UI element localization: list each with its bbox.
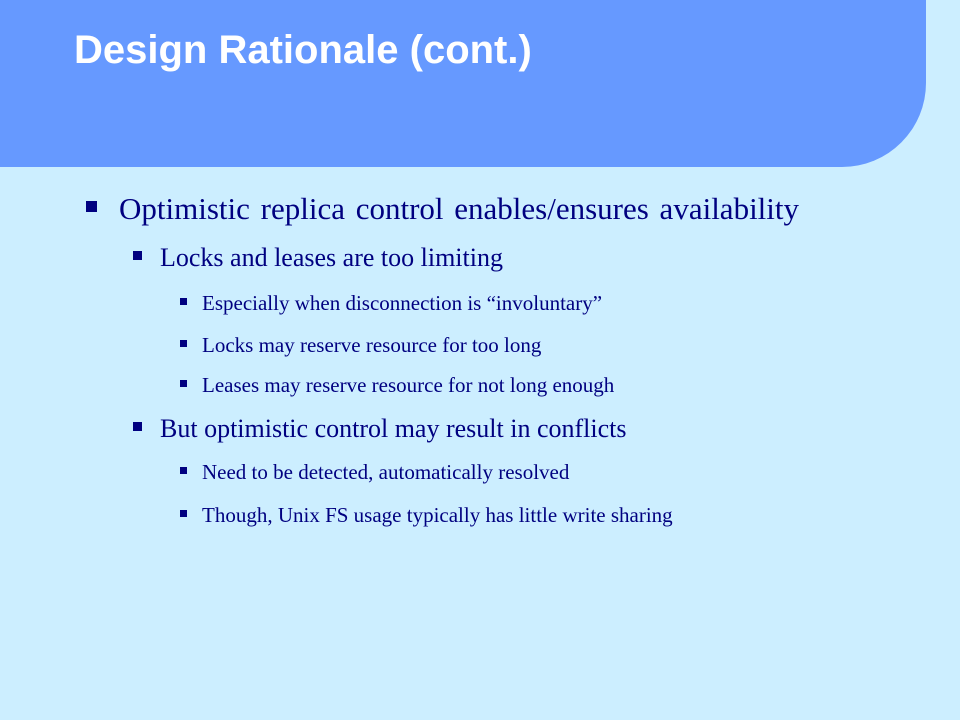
square-bullet-icon <box>180 340 187 347</box>
bullet-text: Optimistic replica control enables/ensures availability <box>119 191 800 226</box>
square-bullet-icon <box>180 467 187 474</box>
square-bullet-icon <box>180 510 187 517</box>
square-bullet-icon <box>86 201 97 212</box>
slide-title: Design Rationale (cont.) <box>74 28 532 72</box>
bullet-item <box>133 412 627 446</box>
bullet-item <box>180 501 673 529</box>
bullet-text: Though, Unix FS usage typically has little write sharing <box>202 503 673 527</box>
square-bullet-icon <box>180 380 187 387</box>
bullet-text: Especially when disconnection is “involuntary” <box>202 291 603 315</box>
bullet-text: Locks may reserve resource for too long <box>202 333 542 357</box>
bullet-item <box>180 458 569 486</box>
bullet-text: Need to be detected, automatically resolved <box>202 460 570 484</box>
bullet-item <box>86 188 799 230</box>
square-bullet-icon <box>133 251 142 260</box>
square-bullet-icon <box>180 298 187 305</box>
bullet-item <box>180 289 602 317</box>
bullet-text: Locks and leases are too limiting <box>160 243 503 272</box>
bullet-item <box>180 371 614 399</box>
square-bullet-icon <box>133 422 142 431</box>
bullet-text: But optimistic control may result in conflicts <box>160 414 627 443</box>
bullet-text: Leases may reserve resource for not long enough <box>202 373 615 397</box>
bullet-item <box>180 331 541 359</box>
bullet-item <box>133 241 503 275</box>
